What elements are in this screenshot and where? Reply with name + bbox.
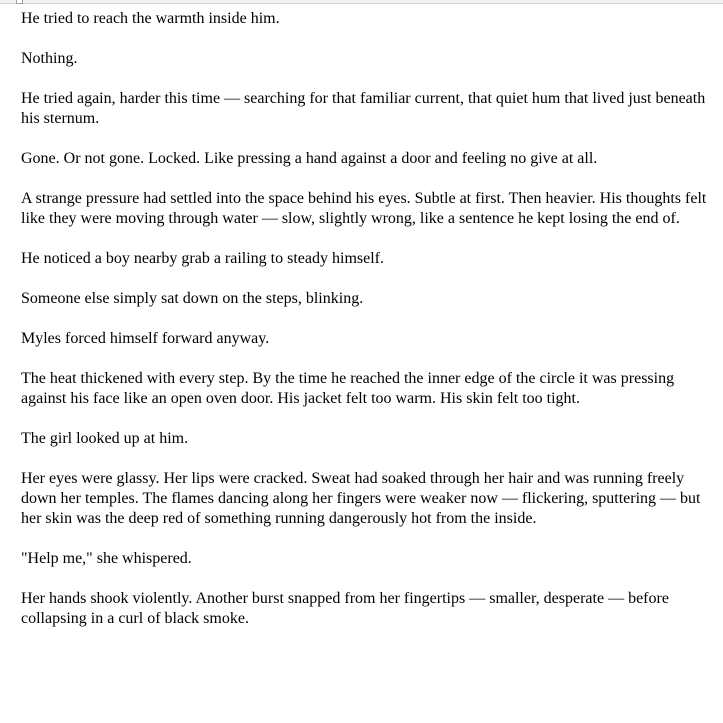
paragraph-4: Gone. Or not gone. Locked. Like pressing a hand against a door and feeling no give at all. — [21, 150, 598, 167]
paragraph-12: "Help me," she whispered. — [21, 550, 192, 567]
top-ruler-strip — [0, 0, 723, 4]
document-body[interactable] — [21, 9, 711, 649]
text-boundary-corner-mark — [16, 0, 23, 4]
paragraph-8: Myles forced himself forward anyway. — [21, 330, 270, 347]
paragraph-11: Her eyes were glassy. Her lips were cracked. Sweat had soaked through her hair and was running freely down her temples. The flames dancing along her fingers were weaker now — flickering, sputtering — but her skin was the deep red of something running dangerously hot from the inside. — [21, 470, 701, 527]
paragraph-2: Nothing. — [21, 50, 78, 67]
paragraph-9: The heat thickened with every step. By the time he reached the inner edge of the circle it was pressing against his face like an open oven door. His jacket felt too warm. His skin felt too tight. — [21, 370, 675, 407]
paragraph-6: He noticed a boy nearby grab a railing to steady himself. — [21, 250, 384, 267]
paragraph-7: Someone else simply sat down on the steps, blinking. — [21, 290, 364, 307]
paragraph-5: A strange pressure had settled into the space behind his eyes. Subtle at first. Then heavier. His thoughts felt like they were moving through water — slow, slightly wrong, like a sentence he kept losing the end of. — [21, 190, 707, 227]
paragraph-13: Her hands shook violently. Another burst snapped from her fingertips — smaller, desperate — before collapsing in a curl of black smoke. — [21, 590, 669, 627]
paragraph-10: The girl looked up at him. — [21, 430, 189, 447]
paragraph-1: He tried to reach the warmth inside him. — [21, 10, 280, 27]
paragraph-3: He tried again, harder this time — searching for that familiar current, that quiet hum that lived just beneath his sternum. — [21, 90, 706, 127]
